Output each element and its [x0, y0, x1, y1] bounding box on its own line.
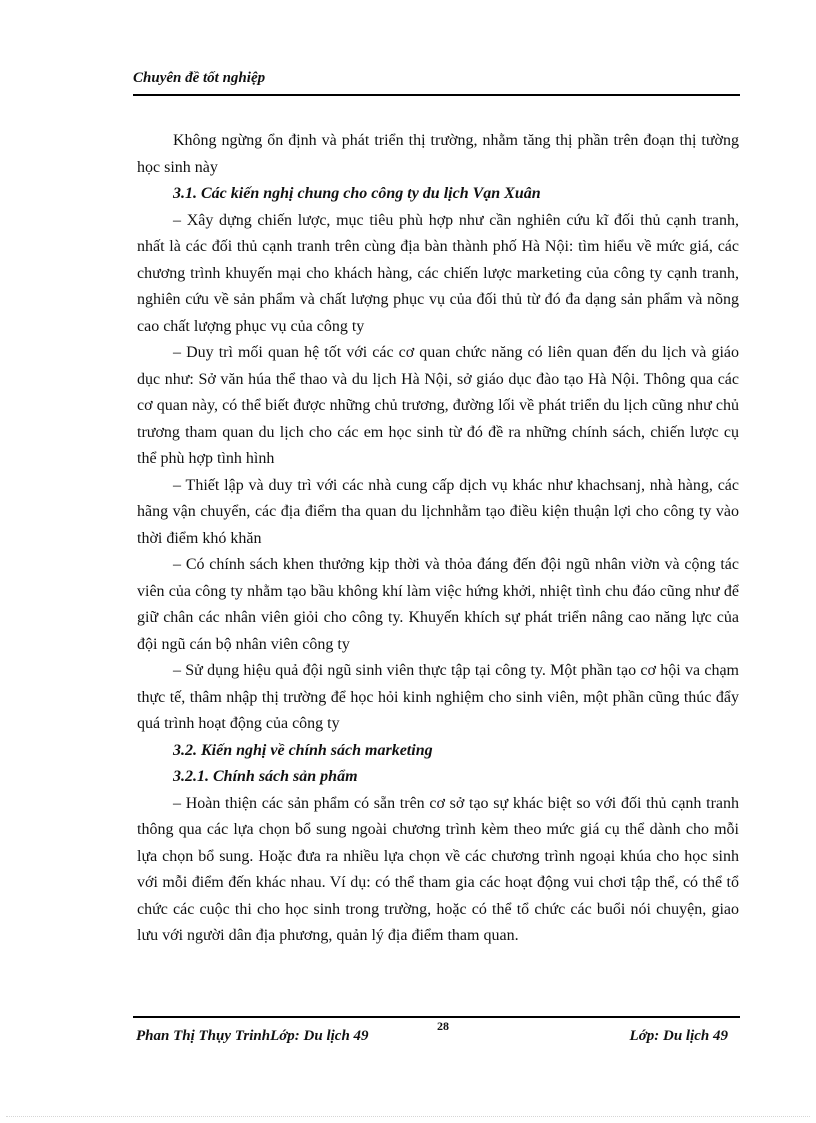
- page-header: [133, 68, 740, 96]
- section-heading-3-2-1: 3.2.1. Chính sách sản phẩm: [173, 768, 358, 785]
- page-edge-divider: [6, 1116, 810, 1117]
- paragraph-3-1-1: – Xây dựng chiến lược, mục tiêu phù hợp như cần nghiên cứu kĩ đối thủ cạnh tranh, nhất là các đối thủ cạnh tranh trên cùng địa bàn thành phố Hà Nội: tìm hiểu về mức giá, các chương trình khuyến mại cho khách hàng, các chiến lược marketing của công ty cạnh tranh, nghiên cứu về sản phẩm và chất lượng phục vụ của đối thủ từ đó đa dạng sản phẩm và nõng cao chất lượng phục vụ của công ty: [137, 211, 739, 335]
- page-number: 28: [437, 1019, 449, 1033]
- paragraph-3-1-3: – Thiết lập và duy trì với các nhà cung cấp dịch vụ khác như khachsanj, nhà hàng, các hãng vận chuyển, các địa điểm tha quan du lịchnhằm tạo điều kiện thuận lợi cho công ty vào thời điểm khó khăn: [137, 476, 739, 547]
- page-footer: [133, 1016, 740, 1048]
- section-heading-3-2: 3.2. Kiến nghị về chính sách marketing: [173, 741, 433, 759]
- intro-paragraph: Không ngừng ổn định và phát triển thị trường, nhằm tăng thị phần trên đoạn thị tường học sinh này: [137, 132, 739, 176]
- header-title: Chuyên đề tốt nghiệp: [133, 70, 266, 86]
- paragraph-3-1-5: – Sử dụng hiệu quả đội ngũ sinh viên thực tập tại công ty. Một phần tạo cơ hội va chạm thực tế, thâm nhập thị trường để học hỏi kinh nghiệm cho sinh viên, một phần cũng thúc đẩy quá trình hoạt động của công ty: [137, 662, 739, 732]
- paragraph-3-2-1-1: – Hoàn thiện các sản phẩm có sẵn trên cơ sở tạo sự khác biệt so với đối thủ cạnh tranh thông qua các lựa chọn bổ sung ngoài chương trình kèm theo mức giá cụ thể dành cho mỗi lựa chọn bổ sung. Hoặc đưa ra nhiều lựa chọn về các chương trình ngoại khúa cho học sinh với mỗi điểm đến khác nhau. Ví dụ: có thể tham gia các hoạt động vui chơi tập thể, có thể tổ chức các cuộc thi cho học sinh trong trường, hoặc có thể tổ chức các buổi nói chuyện, giao lưu với người dân địa phương, quản lý địa điểm tham quan.: [137, 794, 739, 944]
- footer-author: Phan Thị Thụy TrinhLớp: Du lịch 49: [136, 1028, 369, 1044]
- paragraph-3-1-4: – Có chính sách khen thưởng kịp thời và thỏa đáng đến đội ngũ nhân viờn và cộng tác viên của công ty nhằm tạo bầu không khí làm việc hứng khởi, nhiệt tình chu đáo cũng như để giữ chân các nhân viên giỏi cho công ty. Khuyến khích sự phát triển nâng cao năng lực của đội ngũ cán bộ nhân viên công ty: [137, 556, 739, 653]
- footer-class: Lớp: Du lịch 49: [629, 1028, 728, 1044]
- page-body: [137, 128, 739, 950]
- paragraph-3-1-2: – Duy trì mối quan hệ tốt với các cơ quan chức năng có liên quan đến du lịch và giáo dục như: Sở văn húa thể thao và du lịch Hà Nội, sở giáo dục đào tạo Hà Nội. Thông qua các cơ quan này, có thể biết được những chủ trương, đường lối về phát triển du lịch cũng như chủ trương tham quan du lịch cho các em học sinh từ đó đề ra những chính sách, chiến lược cụ thể phù hợp tình hình: [137, 344, 739, 467]
- section-heading-3-1: 3.1. Các kiến nghị chung cho công ty du lịch Vạn Xuân: [173, 185, 541, 202]
